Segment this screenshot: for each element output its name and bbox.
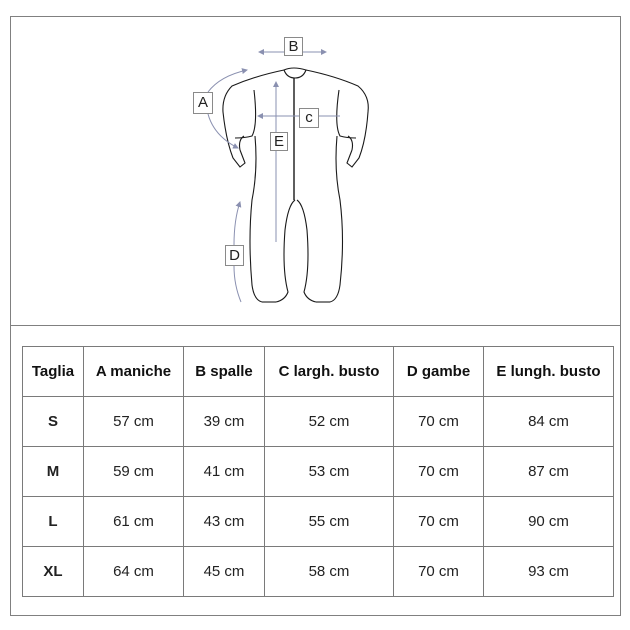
coverall-outline	[223, 68, 368, 302]
label-a: A	[193, 92, 213, 114]
label-c: c	[299, 108, 319, 128]
header-c-largh-busto: C largh. busto	[265, 347, 394, 397]
size-cell: XL	[23, 547, 84, 597]
table-row	[23, 397, 614, 447]
cell-c: 53 cm	[265, 447, 394, 497]
cell-d: 70 cm	[394, 447, 484, 497]
label-e: E	[270, 132, 288, 151]
cell-a: 57 cm	[84, 397, 184, 447]
size-cell: L	[23, 497, 84, 547]
cell-b: 43 cm	[184, 497, 265, 547]
header-a-maniche: A maniche	[84, 347, 184, 397]
label-d: D	[225, 245, 244, 266]
cell-c: 52 cm	[265, 397, 394, 447]
table-header-row	[23, 347, 614, 397]
cell-c: 58 cm	[265, 547, 394, 597]
size-cell: M	[23, 447, 84, 497]
cell-e: 93 cm	[484, 547, 614, 597]
cell-e: 90 cm	[484, 497, 614, 547]
cell-b: 39 cm	[184, 397, 265, 447]
size-cell: S	[23, 397, 84, 447]
cell-d: 70 cm	[394, 497, 484, 547]
header-taglia: Taglia	[23, 347, 84, 397]
table-row	[23, 447, 614, 497]
table-row	[23, 547, 614, 597]
cell-b: 41 cm	[184, 447, 265, 497]
header-b-spalle: B spalle	[184, 347, 265, 397]
table-row	[23, 497, 614, 547]
cell-a: 61 cm	[84, 497, 184, 547]
cell-e: 87 cm	[484, 447, 614, 497]
cell-d: 70 cm	[394, 547, 484, 597]
header-e-lungh-busto: E lungh. busto	[484, 347, 614, 397]
size-table	[22, 346, 614, 597]
header-d-gambe: D gambe	[394, 347, 484, 397]
cell-e: 84 cm	[484, 397, 614, 447]
cell-a: 59 cm	[84, 447, 184, 497]
cell-d: 70 cm	[394, 397, 484, 447]
cell-b: 45 cm	[184, 547, 265, 597]
cell-c: 55 cm	[265, 497, 394, 547]
section-divider	[10, 325, 621, 326]
label-b: B	[284, 37, 303, 56]
cell-a: 64 cm	[84, 547, 184, 597]
